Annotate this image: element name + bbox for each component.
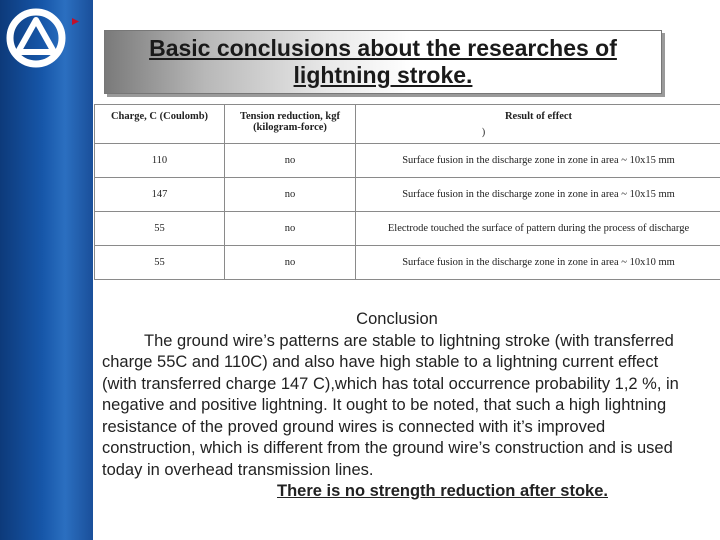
conclusion-body: The ground wire’s patterns are stable to lightning stroke (with transferred charge 55C and 110C) and also have high stable to a lightning current effect (with transferred charge 147 C),which has total occurrence probability 1,2 %, in negative and positive lightning. It ought to be noted, that such a high lightning resistance of the proved ground wires is connected with it’s improved construction, which is different from the ground wire’s construction and is used today in overhead transmission lines.: [102, 331, 679, 479]
cell-result: Surface fusion in the discharge zone in zone in area ~ 10x15 mm: [356, 144, 720, 178]
header-charge: Charge, C (Coulomb): [95, 105, 225, 144]
left-sidebar: [0, 0, 93, 540]
table-row: [95, 144, 720, 178]
slide-title: Basic conclusions about the researches of lightning stroke.: [149, 35, 617, 88]
cell-result: Electrode touched the surface of pattern during the process of discharge: [356, 212, 720, 246]
conclusion-final-statement: There is no strength reduction after stoke.: [277, 482, 608, 500]
red-dot-icon: [72, 18, 79, 25]
conclusion-heading: Conclusion: [356, 310, 438, 328]
results-table: [94, 104, 720, 280]
header-result-label: Result of effect: [504, 111, 573, 122]
table-row: [95, 178, 720, 212]
cell-tension: no: [225, 212, 356, 246]
cell-tension: no: [225, 246, 356, 280]
header-result: [356, 105, 720, 144]
cell-charge: 55: [95, 212, 225, 246]
cell-result: Surface fusion in the discharge zone in zone in area ~ 10x10 mm: [356, 246, 720, 280]
header-result-stray-mark: ): [481, 127, 486, 138]
cell-charge: 147: [95, 178, 225, 212]
cell-tension: no: [225, 144, 356, 178]
table-header-row: [95, 105, 720, 144]
header-tension: Tension reduction, kgf (kilogram-force): [225, 105, 356, 144]
table-row: [95, 212, 720, 246]
cell-result: Surface fusion in the discharge zone in zone in area ~ 10x15 mm: [356, 178, 720, 212]
conclusion-section: [102, 309, 692, 503]
cell-charge: 55: [95, 246, 225, 280]
triangle-in-circle-logo-icon: [4, 6, 68, 70]
cell-tension: no: [225, 178, 356, 212]
cell-charge: 110: [95, 144, 225, 178]
table-row: [95, 246, 720, 280]
title-box: [104, 30, 662, 94]
